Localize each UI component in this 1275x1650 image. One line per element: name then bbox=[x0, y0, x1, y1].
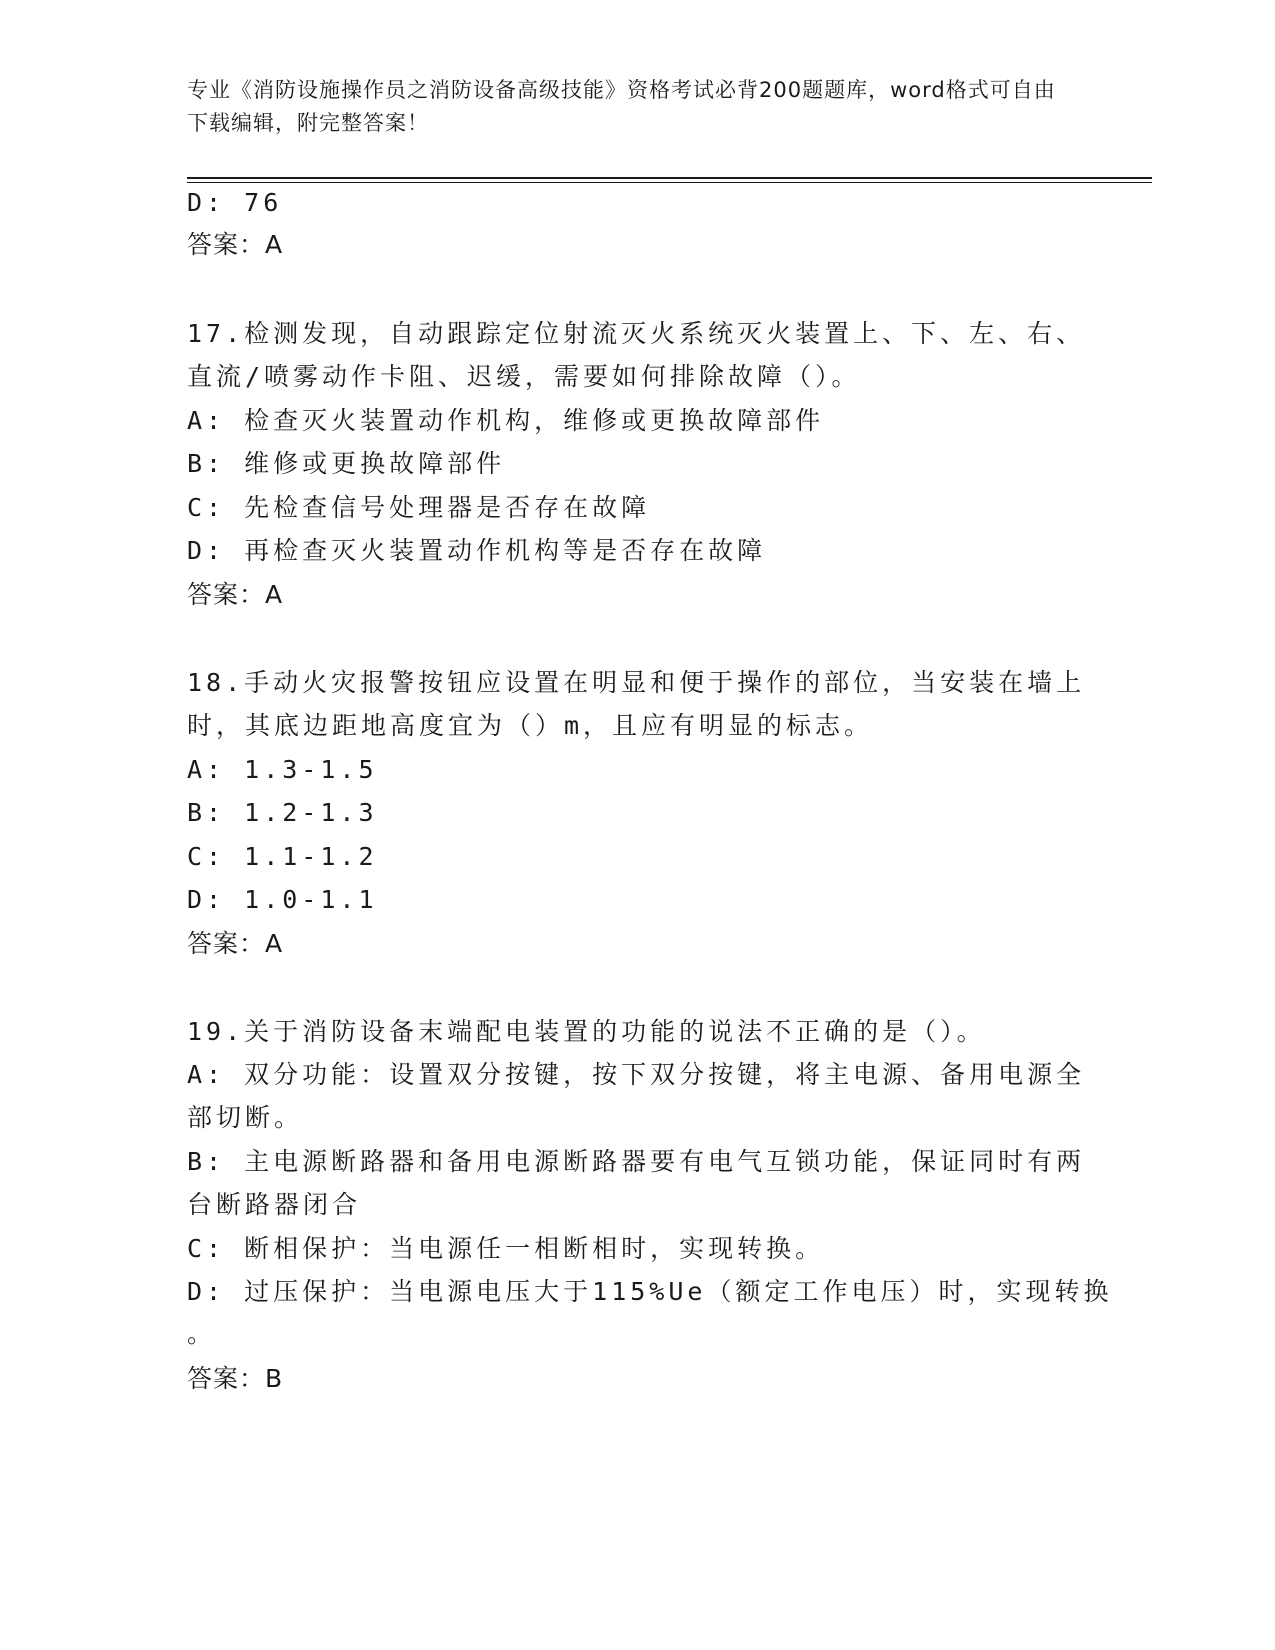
q17-stem-line2: 直流/喷雾动作卡阻、迟缓，需要如何排除故障（）。 bbox=[187, 362, 861, 391]
q17-option-c: C: 先检查信号处理器是否存在故障 bbox=[187, 493, 651, 522]
q19-answer: 答案：B bbox=[187, 1364, 284, 1393]
q19-option-b-line2: 台断路器闭合 bbox=[187, 1190, 362, 1219]
q17-option-b: B: 维修或更换故障部件 bbox=[187, 449, 506, 478]
q19-option-a-line2: 部切断。 bbox=[187, 1103, 304, 1132]
q17-stem-line1: 17.检测发现，自动跟踪定位射流灭火系统灭火装置上、下、左、右、 bbox=[187, 319, 1086, 348]
header-rule-thick bbox=[187, 177, 1152, 179]
q18-option-d: D: 1.0-1.1 bbox=[187, 885, 378, 914]
document-header bbox=[187, 74, 1067, 140]
q19-option-b-line1: B: 主电源断路器和备用电源断路器要有电气互锁功能，保证同时有两 bbox=[187, 1147, 1086, 1176]
q18-option-b: B: 1.2-1.3 bbox=[187, 798, 378, 827]
q17-option-a: A: 检查灭火装置动作机构，维修或更换故障部件 bbox=[187, 406, 825, 435]
header-rule-thin bbox=[187, 182, 1152, 183]
q17-option-d: D: 再检查灭火装置动作机构等是否存在故障 bbox=[187, 536, 767, 565]
q18-answer: 答案：A bbox=[187, 929, 284, 958]
q19-option-c: C: 断相保护：当电源任一相断相时，实现转换。 bbox=[187, 1234, 825, 1263]
q18-option-c: C: 1.1-1.2 bbox=[187, 842, 378, 871]
q18-option-a: A: 1.3-1.5 bbox=[187, 755, 378, 784]
q19-option-a-line1: A: 双分功能：设置双分按键，按下双分按键，将主电源、备用电源全 bbox=[187, 1060, 1086, 1089]
q19-option-d-line2: 。 bbox=[187, 1319, 217, 1348]
q18-stem-line2: 时，其底边距地高度宜为（）m，且应有明显的标志。 bbox=[187, 711, 874, 740]
q19-option-d-line1: D: 过压保护：当电源电压大于115%Ue（额定工作电压）时，实现转换 bbox=[187, 1277, 1113, 1306]
q19-stem-line1: 19.关于消防设备末端配电装置的功能的说法不正确的是（）。 bbox=[187, 1017, 986, 1046]
prev-option-d: D: 76 bbox=[187, 188, 283, 217]
prev-answer: 答案：A bbox=[187, 230, 284, 259]
header-title: 专业《消防设施操作员之消防设备高级技能》资格考试必背200题题库，word格式可自由下载编辑，附完整答案！ bbox=[187, 78, 1056, 135]
q18-stem-line1: 18.手动火灾报警按钮应设置在明显和便于操作的部位，当安装在墙上 bbox=[187, 668, 1086, 697]
q17-answer: 答案：A bbox=[187, 580, 284, 609]
